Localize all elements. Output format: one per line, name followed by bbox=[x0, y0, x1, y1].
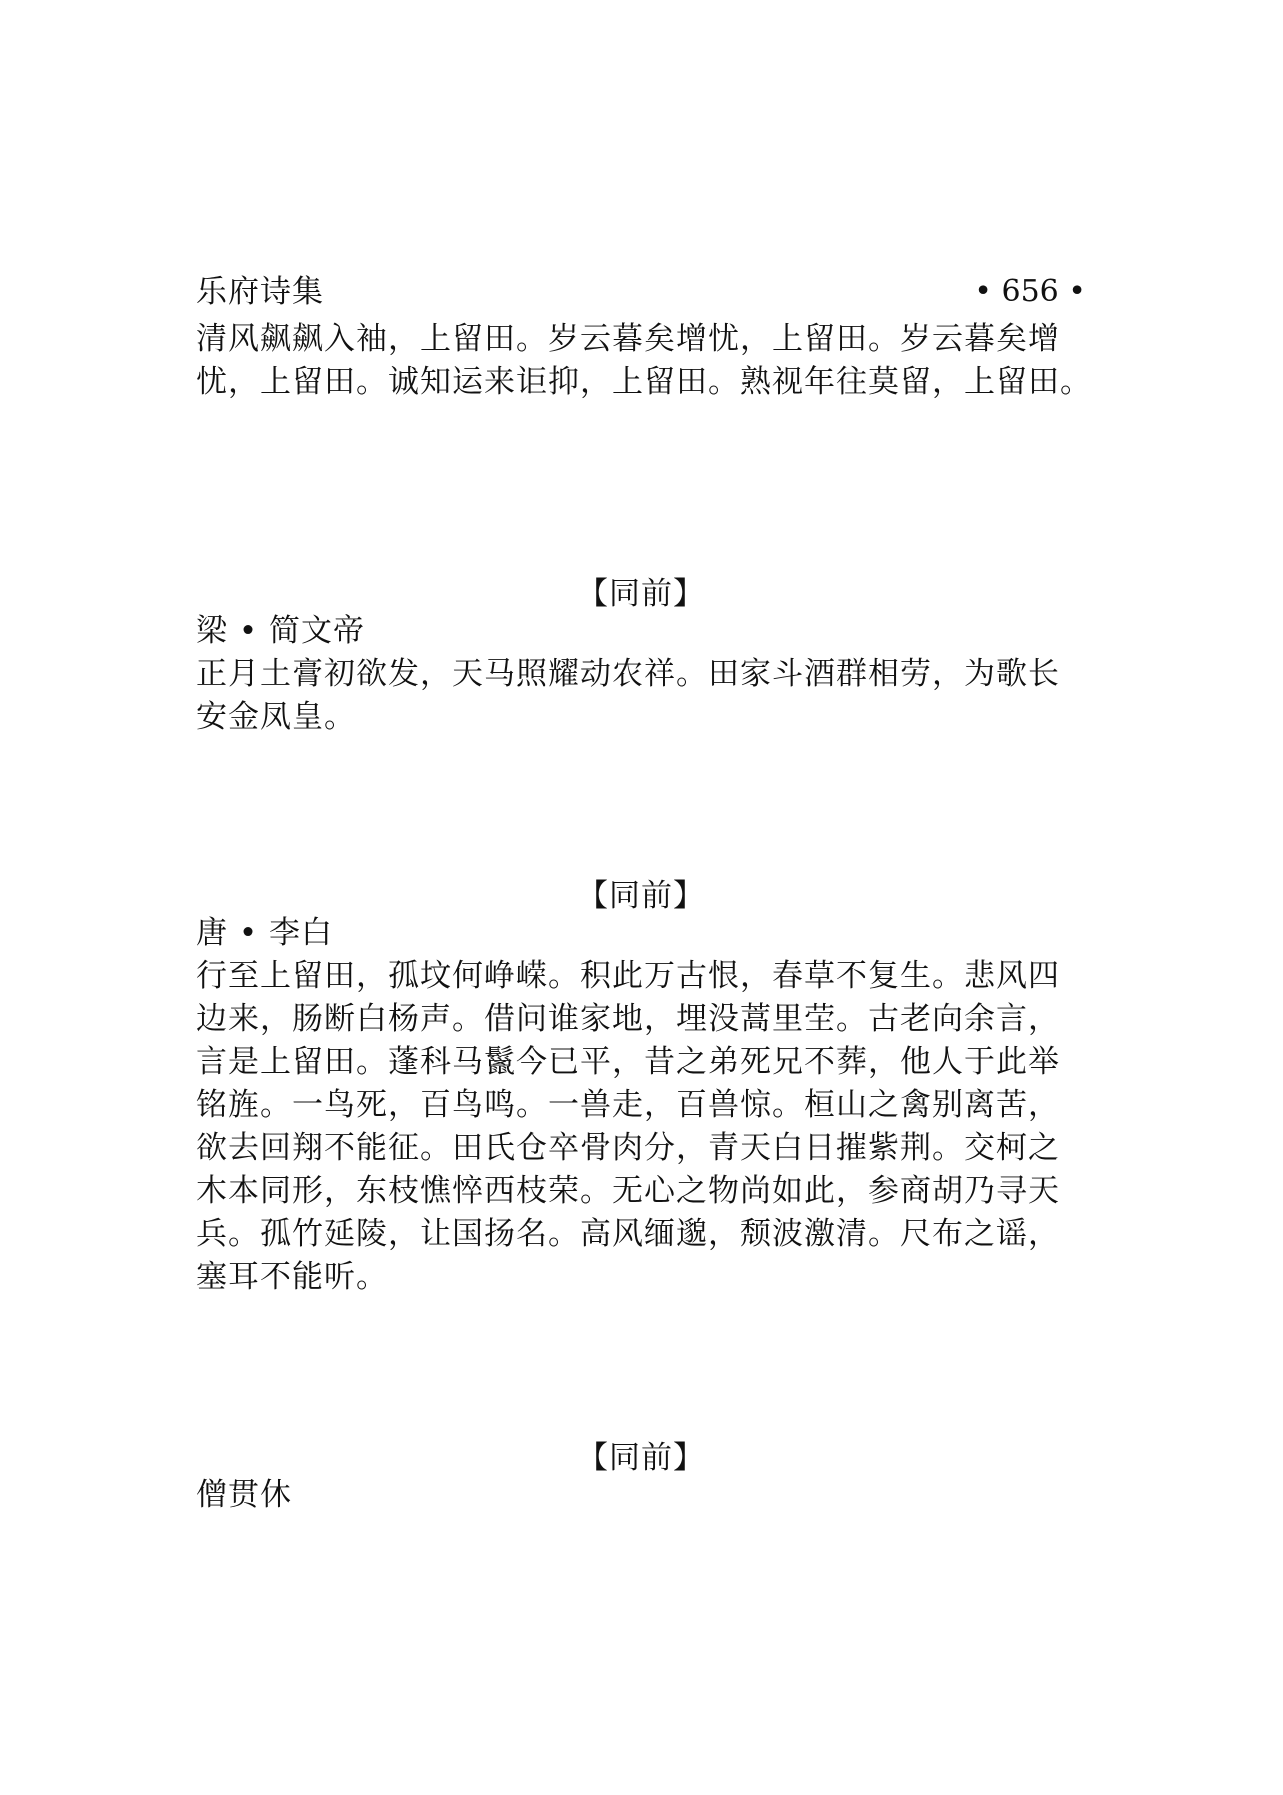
book-title: 乐府诗集 bbox=[196, 274, 324, 310]
poem-author: 梁 • 简文帝 bbox=[196, 613, 365, 649]
poem-body bbox=[196, 955, 1106, 1299]
poem-line: 边来，肠断白杨声。借问谁家地，埋没蒿里茔。古老向余言， bbox=[196, 1001, 1060, 1037]
poem-body bbox=[196, 653, 1106, 739]
poem-line: 行至上留田，孤坟何峥嵘。积此万古恨，春草不复生。悲风四 bbox=[196, 958, 1060, 994]
poem-line: 木本同形，东枝憔悴西枝荣。无心之物尚如此，参商胡乃寻天 bbox=[196, 1173, 1060, 1209]
poem-line: 正月土膏初欲发，天马照耀动农祥。田家斗酒群相劳，为歌长 bbox=[196, 656, 1060, 692]
poem-line: 清风飙飙入袖，上留田。岁云暮矣增忧，上留田。岁云暮矣增 bbox=[196, 321, 1060, 357]
poem-line: 塞耳不能听。 bbox=[196, 1259, 388, 1295]
poem-line: 忧，上留田。诚知运来讵抑，上留田。熟视年往莫留，上留田。 bbox=[196, 364, 1092, 400]
poem-body-continued bbox=[196, 318, 1106, 404]
poem-heading: 【同前】 bbox=[577, 576, 705, 612]
poem-line: 铭旌。一鸟死，百鸟鸣。一兽走，百兽惊。桓山之禽别离苦， bbox=[196, 1087, 1060, 1123]
page-number: • 656 • bbox=[974, 274, 1086, 309]
poem-heading: 【同前】 bbox=[577, 878, 705, 914]
poem-line: 安金凤皇。 bbox=[196, 699, 356, 735]
poem-line: 言是上留田。蓬科马鬣今已平，昔之弟死兄不葬，他人于此举 bbox=[196, 1044, 1060, 1080]
poem-heading: 【同前】 bbox=[577, 1440, 705, 1476]
poem-author: 僧贯休 bbox=[196, 1477, 292, 1513]
poem-line: 欲去回翔不能征。田氏仓卒骨肉分，青天白日摧紫荆。交柯之 bbox=[196, 1130, 1060, 1166]
poem-line: 兵。孤竹延陵，让国扬名。高风缅邈，颓波激清。尺布之谣， bbox=[196, 1216, 1060, 1252]
page-header bbox=[196, 270, 1086, 314]
poem-author: 唐 • 李白 bbox=[196, 915, 333, 951]
